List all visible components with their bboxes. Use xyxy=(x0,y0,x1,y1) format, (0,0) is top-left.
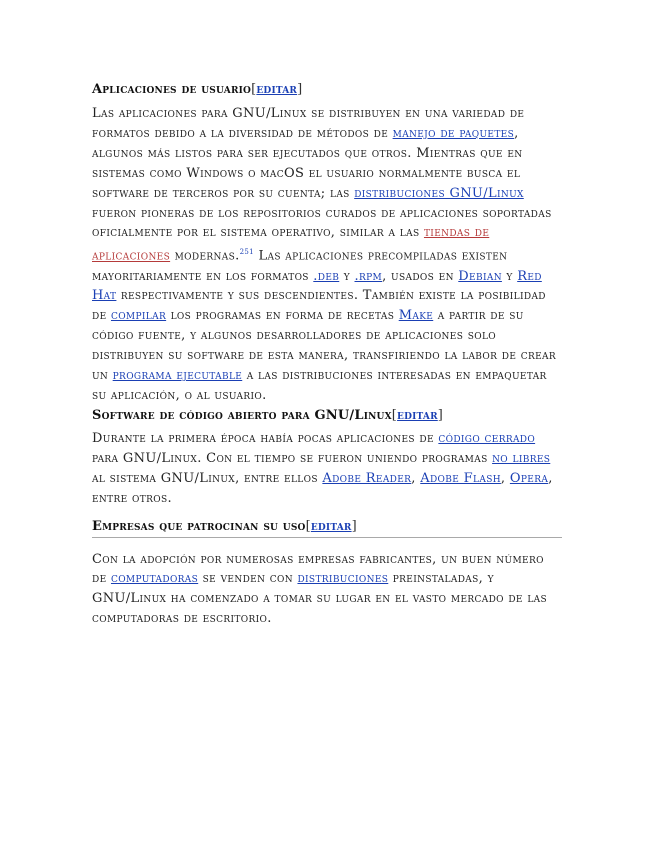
link-rpm[interactable]: .rpm xyxy=(354,268,383,284)
section-heading-aplicaciones-de-usuario xyxy=(92,82,562,97)
heading-title: Aplicaciones de usuario xyxy=(92,82,252,97)
text-run: , algunos más listos para ser ejecutados que otros. Mientras que en sistemas como Windows o macOS el usuario normalmente busca el software de terceros por su cuenta; las xyxy=(92,125,523,201)
text-run: a partir de su código fuente, y algunos desarrolladores de aplicaciones solo distribuyen su software de esta manera, transfiriendo la labor de crear un xyxy=(92,308,556,384)
bracket-close: ] xyxy=(437,407,444,423)
text-run: y xyxy=(339,268,355,284)
text-run: , entre otros. xyxy=(92,470,553,506)
link-tiendas-de-aplicaciones[interactable]: tiendas de aplicaciones xyxy=(92,225,490,264)
text-run: respectivamente y sus descendientes. También existe la posibilidad de xyxy=(92,288,546,324)
link-adobe-flash[interactable]: Adobe Flash xyxy=(420,470,501,486)
link-no-libres[interactable]: no libres xyxy=(492,450,551,466)
text-run: y xyxy=(501,268,518,284)
text-run: Las aplicaciones precompiladas existen mayoritariamente en los formatos xyxy=(92,248,508,284)
paragraph-aplicaciones xyxy=(92,104,562,406)
link-programa-ejecutable[interactable]: programa ejecutable xyxy=(112,368,243,384)
link-red-hat[interactable]: Red Hat xyxy=(92,268,542,304)
link-deb[interactable]: .deb xyxy=(313,268,340,284)
text-run: preinstaladas, y GNU/Linux ha comenzado a tomar su lugar en el vasto mercado de las computadoras de escritorio. xyxy=(92,571,548,627)
link-make[interactable]: Make xyxy=(398,308,434,324)
bracket-open: [ xyxy=(251,82,257,97)
reference-footnote[interactable]: 251 xyxy=(239,248,254,257)
link-opera[interactable]: Opera xyxy=(509,470,549,486)
text-run: Con la adopción por numerosas empresas fabricantes, un buen número de xyxy=(92,551,544,587)
bracket-close: ] xyxy=(351,518,357,534)
link-distribuciones[interactable]: distribuciones xyxy=(297,571,389,587)
edit-link[interactable]: editar xyxy=(256,82,298,97)
text-run: , xyxy=(411,470,421,486)
text-run: al sistema GNU/Linux, entre ellos xyxy=(92,470,323,486)
edit-link[interactable]: editar xyxy=(310,518,352,534)
text-run: Durante la primera época había pocas aplicaciones de xyxy=(92,430,439,446)
text-run: fueron pioneras de los repositorios curados de aplicaciones soportadas oficialmente por el sistema operativo, similar a las xyxy=(92,205,552,241)
article-page xyxy=(92,82,562,629)
edit-link[interactable]: editar xyxy=(397,407,438,423)
link-codigo-cerrado[interactable]: código cerrado xyxy=(438,430,536,446)
heading-title: Empresas que patrocinan su uso xyxy=(92,518,306,534)
text-run: a las distribuciones interesadas en empaquetar su aplicación, o al usuario. xyxy=(92,368,547,404)
text-run: para GNU/Linux. Con el tiempo se fueron uniendo programas xyxy=(92,450,493,466)
text-run: se venden con xyxy=(198,571,298,587)
text-run: , xyxy=(500,470,510,486)
text-run: modernas. xyxy=(170,248,240,264)
section-heading-empresas xyxy=(92,519,562,538)
section-heading-software-codigo-abierto xyxy=(92,408,562,423)
text-run: Las aplicaciones para GNU/Linux se distribuyen en una variedad de formatos debido a la diversidad de métodos de xyxy=(92,106,525,141)
link-distribuciones-gnu-linux[interactable]: distribuciones GNU/Linux xyxy=(354,185,524,201)
bracket-open: [ xyxy=(305,518,311,534)
paragraph-empresas xyxy=(92,550,562,630)
link-adobe-reader[interactable]: Adobe Reader xyxy=(322,470,412,486)
bracket-open: [ xyxy=(391,407,398,423)
link-manejo-de-paquetes[interactable]: manejo de paquetes xyxy=(392,125,515,141)
link-debian[interactable]: Debian xyxy=(458,268,502,284)
heading-title: Software de código abierto para GNU/Linux xyxy=(92,407,392,423)
text-run: , usados en xyxy=(382,268,459,284)
link-computadoras[interactable]: computadoras xyxy=(110,571,199,587)
link-compilar[interactable]: compilar xyxy=(110,308,167,324)
bracket-close: ] xyxy=(297,82,303,97)
paragraph-software-codigo-abierto xyxy=(92,429,562,509)
text-run: los programas en forma de recetas xyxy=(166,308,399,324)
